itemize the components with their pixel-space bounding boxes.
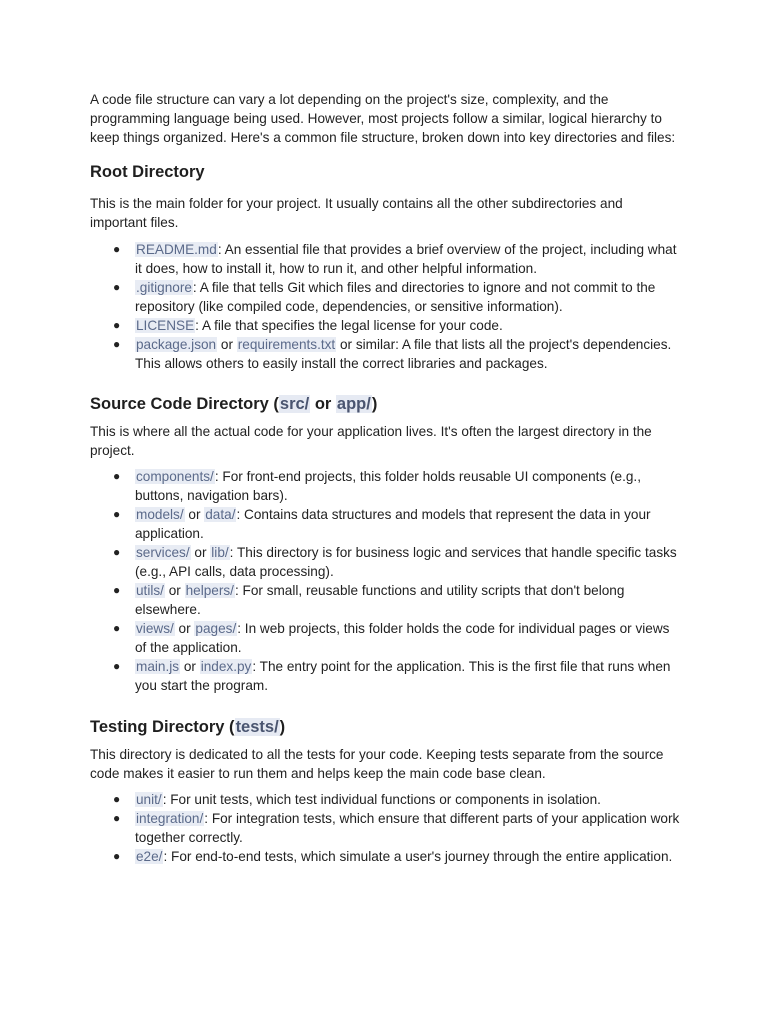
list-item-text: : An essential file that provides a brief overview of the project, including what it does, how to install it, how to run it, and other helpful information.: [135, 242, 677, 276]
bullet-icon: ●: [113, 583, 121, 597]
bullet-icon: ●: [113, 849, 121, 863]
file-name-code: requirements.txt: [237, 337, 336, 352]
source-directory-description: This is where all the actual code for your application lives. It's often the largest directory in the project.: [90, 424, 652, 458]
intro-paragraph: A code file structure can vary a lot depending on the project's size, complexity, and the programming language being used. However, most projects follow a similar, logical hierarchy to keep things organized. Here's a common file structure, broken down into key directories and files:: [90, 92, 676, 145]
list-item-connector: or: [190, 545, 211, 560]
list-item-text: : A file that tells Git which files and directories to ignore and not commit to the repository (like compiled code, dependencies, or sensitive information).: [135, 280, 656, 314]
root-directory-heading: Root Directory: [90, 163, 205, 181]
directory-name-code: e2e/: [136, 849, 163, 864]
directory-name-code: views/: [136, 621, 174, 636]
list-item-text: : For small, reusable functions and utility scripts that don't belong elsewhere.: [135, 583, 625, 617]
file-name-code: README.md: [136, 242, 217, 257]
directory-name-code: helpers/: [185, 583, 234, 598]
file-name-code: LICENSE: [136, 318, 195, 333]
heading-text: Source Code Directory (: [90, 395, 279, 413]
testing-directory-description: This directory is dedicated to all the tests for your code. Keeping tests separate from the source code makes it easier to run them and helps keep the main code base clean.: [90, 747, 664, 781]
directory-name-code: lib/: [211, 545, 229, 560]
directory-name-code: pages/: [195, 621, 237, 636]
directory-name-code: services/: [136, 545, 190, 560]
list-item-text: : For end-to-end tests, which simulate a user's journey through the entire application.: [163, 849, 673, 864]
bullet-icon: ●: [113, 318, 121, 332]
directory-name-code: unit/: [136, 792, 162, 807]
list-item-text: : For integration tests, which ensure that different parts of your application work together correctly.: [135, 811, 680, 845]
list-item-text: : This directory is for business logic and services that handle specific tasks (e.g., API calls, data processing).: [135, 545, 677, 579]
list-item: [90, 316, 680, 335]
file-name-code: index.py: [200, 659, 252, 674]
bullet-icon: ●: [113, 280, 121, 294]
list-item: [90, 847, 680, 866]
list-item: [90, 581, 680, 619]
list-item: [90, 619, 680, 657]
list-item-text: : The entry point for the application. This is the first file that runs when you start the program.: [135, 659, 671, 693]
list-item: [90, 543, 680, 581]
source-directory-heading: [90, 393, 680, 415]
list-item: [90, 335, 680, 373]
list-item-connector: or: [217, 337, 237, 352]
list-item: [90, 790, 680, 809]
directory-name-code: src/: [279, 395, 310, 413]
bullet-icon: ●: [113, 469, 121, 483]
bullet-icon: ●: [113, 242, 121, 256]
directory-name-code: app/: [336, 395, 371, 413]
file-name-code: .gitignore: [136, 280, 192, 295]
bullet-icon: ●: [113, 507, 121, 521]
list-item-text: : Contains data structures and models that represent the data in your application.: [135, 507, 651, 541]
file-name-code: main.js: [136, 659, 180, 674]
list-item: [90, 467, 680, 505]
list-item-text: : A file that specifies the legal license for your code.: [195, 318, 503, 333]
bullet-icon: ●: [113, 621, 121, 635]
directory-name-code: tests/: [235, 718, 279, 736]
bullet-icon: ●: [113, 792, 121, 806]
list-item-text: or similar: A file that lists all the project's dependencies. This allows others to easily install the correct libraries and packages.: [135, 337, 672, 371]
bullet-icon: ●: [113, 337, 121, 351]
list-item: [90, 505, 680, 543]
bullet-icon: ●: [113, 659, 121, 673]
directory-name-code: models/: [136, 507, 184, 522]
testing-directory-list: [90, 790, 680, 866]
directory-name-code: components/: [136, 469, 214, 484]
directory-name-code: data/: [205, 507, 236, 522]
list-item-connector: or: [184, 507, 205, 522]
heading-suffix: ): [371, 395, 378, 413]
bullet-icon: ●: [113, 811, 121, 825]
list-item: [90, 278, 680, 316]
list-item: [90, 657, 680, 695]
root-directory-description: This is the main folder for your project. It usually contains all the other subdirectories and important files.: [90, 196, 623, 230]
list-item-text: : In web projects, this folder holds the code for individual pages or views of the application.: [135, 621, 670, 655]
list-item-text: : For unit tests, which test individual functions or components in isolation.: [162, 792, 601, 807]
bullet-icon: ●: [113, 545, 121, 559]
heading-suffix: ): [279, 718, 286, 736]
list-item: [90, 809, 680, 847]
file-name-code: package.json: [136, 337, 217, 352]
heading-connector: or: [310, 395, 336, 413]
root-directory-list: [90, 240, 680, 373]
heading-text: Testing Directory (: [90, 718, 235, 736]
list-item-connector: or: [174, 621, 195, 636]
testing-directory-heading: [90, 716, 680, 738]
list-item-connector: or: [180, 659, 200, 674]
directory-name-code: integration/: [136, 811, 204, 826]
source-directory-list: [90, 467, 680, 695]
list-item-text: : For front-end projects, this folder holds reusable UI components (e.g., buttons, navigation bars).: [135, 469, 641, 503]
directory-name-code: utils/: [136, 583, 164, 598]
list-item-connector: or: [164, 583, 185, 598]
list-item: [90, 240, 680, 278]
